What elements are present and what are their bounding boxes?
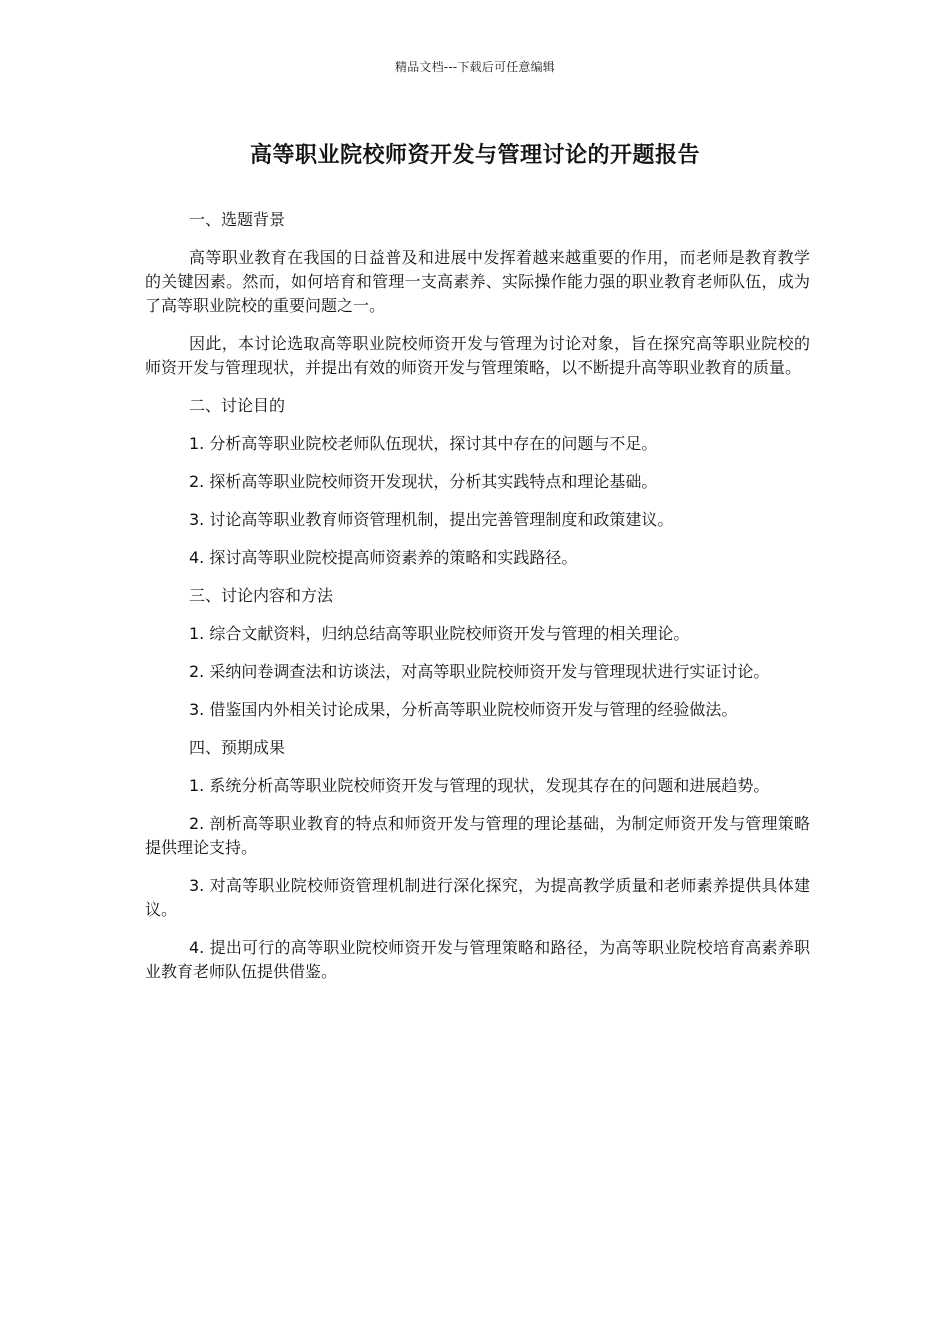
section-heading-purpose: 二、讨论目的 xyxy=(189,396,286,415)
paragraph-background-1: 高等职业教育在我国的日益普及和进展中发挥着越来越重要的作用，而老师是教育教学的关键因素。然而，如何培育和管理一支高素养、实际操作能力强的职业教育老师队伍，成为了高等职业院校的重要问题之一。 xyxy=(145,248,810,315)
document-body xyxy=(145,208,810,998)
purpose-item-1: 1. 分析高等职业院校老师队伍现状，探讨其中存在的问题与不足。 xyxy=(189,434,658,453)
result-item-4: 4. 提出可行的高等职业院校师资开发与管理策略和路径，为高等职业院校培育高素养职业教育老师队伍提供借鉴。 xyxy=(145,938,810,981)
purpose-item-4: 4. 探讨高等职业院校提高师资素养的策略和实践路径。 xyxy=(189,548,578,567)
result-item-1: 1. 系统分析高等职业院校师资开发与管理的现状，发现其存在的问题和进展趋势。 xyxy=(189,776,770,795)
result-item-3: 3. 对高等职业院校师资管理机制进行深化探究，为提高教学质量和老师素养提供具体建议。 xyxy=(145,876,810,919)
section-heading-background: 一、选题背景 xyxy=(189,210,286,229)
purpose-item-3: 3. 讨论高等职业教育师资管理机制，提出完善管理制度和政策建议。 xyxy=(189,510,674,529)
method-item-1: 1. 综合文献资料，归纳总结高等职业院校师资开发与管理的相关理论。 xyxy=(189,624,690,643)
section-heading-content-methods: 三、讨论内容和方法 xyxy=(189,586,334,605)
document-title: 高等职业院校师资开发与管理讨论的开题报告 xyxy=(249,143,700,168)
paragraph-background-2: 因此，本讨论选取高等职业院校师资开发与管理为讨论对象，旨在探究高等职业院校的师资开发与管理现状，并提出有效的师资开发与管理策略，以不断提升高等职业教育的质量。 xyxy=(145,334,810,377)
result-item-2: 2. 剖析高等职业教育的特点和师资开发与管理的理论基础，为制定师资开发与管理策略提供理论支持。 xyxy=(145,814,810,857)
method-item-2: 2. 采纳问卷调查法和访谈法，对高等职业院校师资开发与管理现状进行实证讨论。 xyxy=(189,662,770,681)
purpose-item-2: 2. 探析高等职业院校师资开发现状，分析其实践特点和理论基础。 xyxy=(189,472,658,491)
section-heading-expected-results: 四、预期成果 xyxy=(189,738,286,757)
header-note: 精品文档---下载后可任意编辑 xyxy=(395,60,555,74)
method-item-3: 3. 借鉴国内外相关讨论成果，分析高等职业院校师资开发与管理的经验做法。 xyxy=(189,700,738,719)
